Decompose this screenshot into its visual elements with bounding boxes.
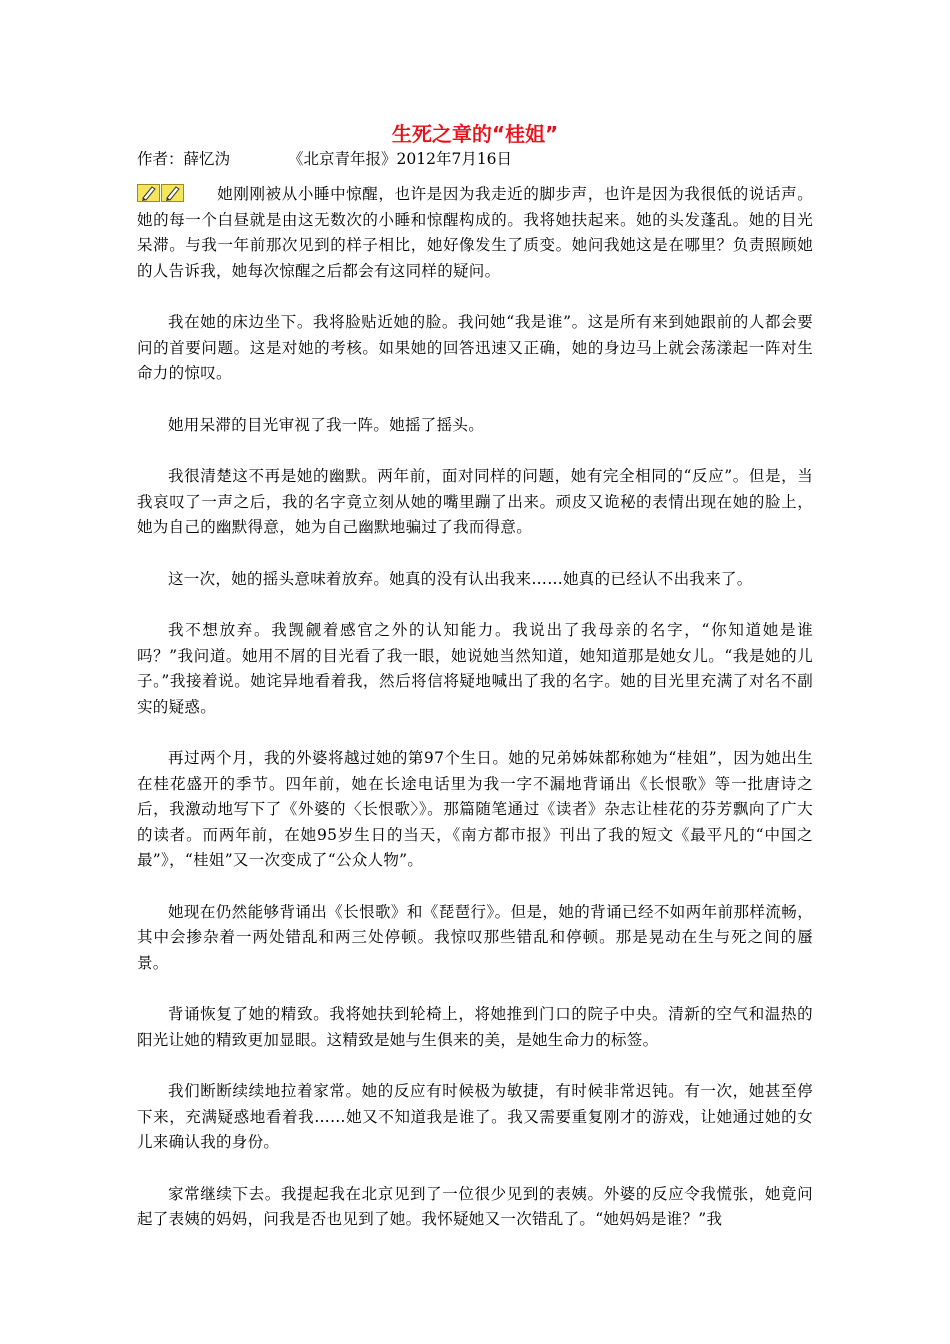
paragraph-1 <box>137 182 813 284</box>
paragraph-8: 她现在仍然能够背诵出《长恨歌》和《琵琶行》。但是，她的背诵已经不如两年前那样流畅，其中会掺杂着一两处错乱和两三处停顿。我惊叹那些错乱和停顿。那是晃动在生与死之间的蜃景。 <box>137 902 813 972</box>
paragraph-6: 我不想放弃。我觊觎着感官之外的认知能力。我说出了我母亲的名字，“你知道她是谁吗？”我问道。她用不屑的目光看了我一眼，她说她当然知道，她知道那是她女儿。“我是她的儿子。”我接着说。她诧异地看着我，然后将信将疑地喊出了我的名字。她的目光里充满了对名不副实的疑惑。 <box>137 621 813 716</box>
paragraph-10: 我们断断续续地拉着家常。她的反应有时候极为敏捷，有时候非常迟钝。有一次，她甚至停下来，充满疑惑地看着我……她又不知道我是谁了。我又需要重复刚才的游戏，让她通过她的女儿来确认我的身份。 <box>137 1082 813 1151</box>
author: 作者：薛忆沩 <box>137 150 231 168</box>
article <box>137 120 813 1259</box>
pencil-note-icon <box>137 183 185 203</box>
article-title: 生死之章的“桂姐” <box>391 122 559 146</box>
byline <box>137 148 813 170</box>
publication-source: 《北京青年报》2012年7月16日 <box>288 150 513 168</box>
paragraph-7: 再过两个月，我的外婆将越过她的第97个生日。她的兄弟姊妹都称她为“桂姐”，因为她出生在桂花盛开的季节。四年前，她在长途电话里为我一字不漏地背诵出《长恨歌》等一批唐诗之后，我激动地写下了《外婆的〈长恨歌〉》。那篇随笔通过《读者》杂志让桂花的芬芳飘向了广大的读者。而两年前，在她95岁生日的当天，《南方都市报》刊出了我的短文《最平凡的“中国之最”》，“桂姐”又一次变成了“公众人物”。 <box>137 749 813 869</box>
paragraph-text: 她刚刚被从小睡中惊醒，也许是因为我走近的脚步声，也许是因为我很低的说话声。她的每一个白昼就是由这无数次的小睡和惊醒构成的。我将她扶起来。她的头发蓬乱。她的目光呆滞。与我一年前那次见到的样子相比，她好像发生了质变。她问我她这是在哪里？负责照顾她的人告诉我，她每次惊醒之后都会有这同样的疑问。 <box>137 185 813 280</box>
paragraph-5: 这一次，她的摇头意味着放弃。她真的没有认出我来……她真的已经认不出我来了。 <box>168 569 753 588</box>
paragraph-9: 背诵恢复了她的精致。我将她扶到轮椅上，将她推到门口的院子中央。清新的空气和温热的阳光让她的精致更加显眼。这精致是她与生俱来的美，是她生命力的标签。 <box>137 1005 813 1049</box>
paragraph-3: 她用呆滞的目光审视了我一阵。她摇了摇头。 <box>168 415 485 434</box>
paragraph-11: 家常继续下去。我提起我在北京见到了一位很少见到的表姨。外婆的反应令我慌张，她竟问起了表姨的妈妈，问我是否也见到了她。我怀疑她又一次错乱了。“她妈妈是谁？”我 <box>137 1184 813 1228</box>
paragraph-2: 我在她的床边坐下。我将脸贴近她的脸。我问她“我是谁”。这是所有来到她跟前的人都会要问的首要问题。这是对她的考核。如果她的回答迅速又正确，她的身边马上就会荡漾起一阵对生命力的惊叹。 <box>137 313 813 382</box>
paragraph-4: 我很清楚这不再是她的幽默。两年前，面对同样的问题，她有完全相同的“反应”。但是，当我哀叹了一声之后，我的名字竟立刻从她的嘴里蹦了出来。顽皮又诡秘的表情出现在她的脸上，她为自己的幽默得意，她为自己幽默地骗过了我而得意。 <box>137 467 813 536</box>
